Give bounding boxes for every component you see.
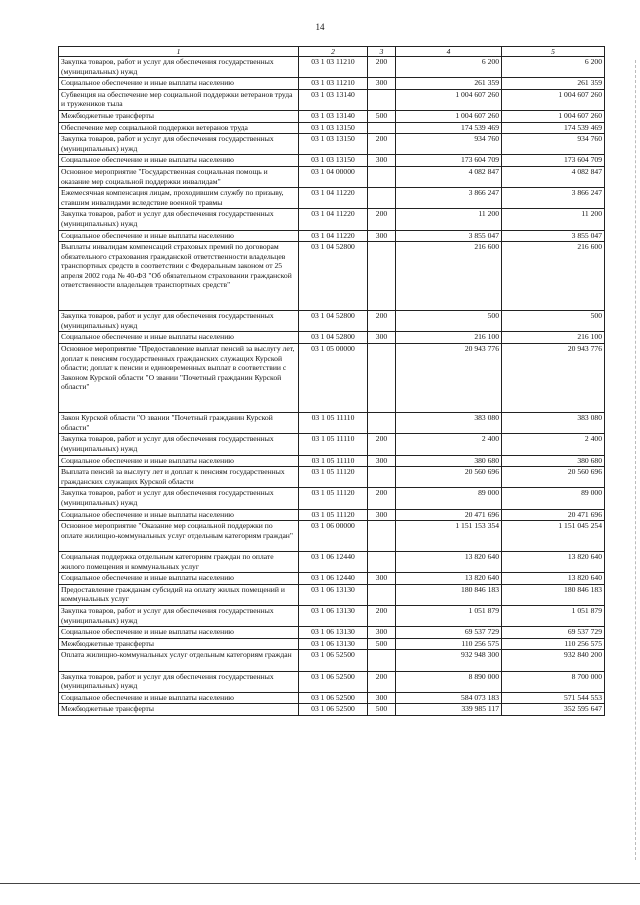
row-code: 03 1 04 52800 <box>299 332 368 344</box>
table-row <box>59 467 605 488</box>
row-expense-type: 300 <box>368 332 396 344</box>
row-name: Социальное обеспечение и иные выплаты населению <box>59 155 299 167</box>
row-amount-1: 8 890 000 <box>396 671 502 692</box>
row-code: 03 1 06 13130 <box>299 584 368 605</box>
row-amount-2: 500 <box>502 311 605 332</box>
column-header-expense-type: 3 <box>368 47 396 57</box>
table-row <box>59 242 605 311</box>
row-amount-1: 20 471 696 <box>396 509 502 521</box>
table-row <box>59 332 605 344</box>
row-amount-1: 1 051 879 <box>396 605 502 626</box>
row-name: Социальное обеспечение и иные выплаты населению <box>59 692 299 704</box>
row-amount-1: 13 820 640 <box>396 551 502 572</box>
row-amount-1: 20 943 776 <box>396 344 502 413</box>
row-amount-1: 261 359 <box>396 78 502 90</box>
table-row <box>59 605 605 626</box>
row-expense-type <box>368 584 396 605</box>
row-expense-type <box>368 413 396 434</box>
row-expense-type <box>368 89 396 110</box>
row-name: Предоставление гражданам субсидий на оплату жилых помещений и коммунальных услуг <box>59 584 299 605</box>
table-row <box>59 155 605 167</box>
row-amount-2: 380 680 <box>502 455 605 467</box>
row-amount-1: 1 004 607 260 <box>396 89 502 110</box>
row-code: 03 1 05 11110 <box>299 413 368 434</box>
row-name: Закупка товаров, работ и услуг для обеспечения государственных (муниципальных) нужд <box>59 488 299 509</box>
row-expense-type: 200 <box>368 134 396 155</box>
row-expense-type: 200 <box>368 311 396 332</box>
row-name: Закупка товаров, работ и услуг для обеспечения государственных (муниципальных) нужд <box>59 57 299 78</box>
row-code: 03 1 03 13140 <box>299 89 368 110</box>
row-expense-type: 200 <box>368 209 396 230</box>
row-amount-1: 4 082 847 <box>396 166 502 187</box>
row-amount-1: 380 680 <box>396 455 502 467</box>
row-code: 03 1 06 12440 <box>299 551 368 572</box>
row-amount-2: 1 004 607 260 <box>502 89 605 110</box>
row-expense-type: 200 <box>368 605 396 626</box>
table-row <box>59 551 605 572</box>
row-amount-1: 339 985 117 <box>396 704 502 716</box>
row-amount-1: 216 600 <box>396 242 502 311</box>
scan-edge <box>634 60 636 860</box>
row-amount-2: 216 100 <box>502 332 605 344</box>
row-amount-2: 383 080 <box>502 413 605 434</box>
row-expense-type: 500 <box>368 110 396 122</box>
table-row <box>59 166 605 187</box>
row-code: 03 1 06 00000 <box>299 521 368 552</box>
row-code: 03 1 04 52800 <box>299 311 368 332</box>
row-code: 03 1 05 11120 <box>299 509 368 521</box>
row-amount-1: 174 539 469 <box>396 122 502 134</box>
row-expense-type: 300 <box>368 230 396 242</box>
row-amount-1: 110 256 575 <box>396 638 502 650</box>
row-code: 03 1 04 52800 <box>299 242 368 311</box>
row-expense-type <box>368 521 396 552</box>
row-expense-type <box>368 188 396 209</box>
table-row <box>59 434 605 455</box>
column-header-code: 2 <box>299 47 368 57</box>
row-expense-type <box>368 551 396 572</box>
row-code: 03 1 03 13140 <box>299 110 368 122</box>
row-amount-2: 216 600 <box>502 242 605 311</box>
row-code: 03 1 05 11110 <box>299 434 368 455</box>
row-amount-1: 13 820 640 <box>396 573 502 585</box>
row-amount-2: 932 840 200 <box>502 650 605 671</box>
row-name: Закупка товаров, работ и услуг для обеспечения государственных (муниципальных) нужд <box>59 311 299 332</box>
row-amount-1: 1 151 153 354 <box>396 521 502 552</box>
table-row <box>59 455 605 467</box>
row-name: Социальное обеспечение и иные выплаты населению <box>59 509 299 521</box>
row-name: Социальное обеспечение и иные выплаты населению <box>59 230 299 242</box>
table-row <box>59 573 605 585</box>
row-expense-type: 300 <box>368 155 396 167</box>
row-expense-type <box>368 122 396 134</box>
row-code: 03 1 06 52500 <box>299 692 368 704</box>
row-code: 03 1 05 11120 <box>299 488 368 509</box>
row-name: Выплаты инвалидам компенсаций страховых премий по договорам обязательного страхования гражданской ответственности владельцев транспортных средств в соответствии с Федеральным законом от 25 апреля 2002 года № 40-ФЗ "Об обязательном страховании гражданской ответственности владельцев транспортных средств" <box>59 242 299 311</box>
row-code: 03 1 06 13130 <box>299 605 368 626</box>
row-expense-type: 300 <box>368 509 396 521</box>
row-amount-2: 1 051 879 <box>502 605 605 626</box>
row-expense-type <box>368 166 396 187</box>
budget-table <box>58 46 605 716</box>
row-amount-1: 69 537 729 <box>396 627 502 639</box>
table-header-row <box>59 47 605 57</box>
table-row <box>59 89 605 110</box>
table-row <box>59 209 605 230</box>
row-name: Ежемесячная компенсация лицам, проходившим службу по призыву, ставшим инвалидами вследствие военной травмы <box>59 188 299 209</box>
row-name: Социальное обеспечение и иные выплаты населению <box>59 627 299 639</box>
row-name: Закупка товаров, работ и услуг для обеспечения государственных (муниципальных) нужд <box>59 209 299 230</box>
row-amount-1: 180 846 183 <box>396 584 502 605</box>
row-expense-type <box>368 242 396 311</box>
row-expense-type: 500 <box>368 704 396 716</box>
row-code: 03 1 06 13130 <box>299 638 368 650</box>
row-amount-2: 13 820 640 <box>502 573 605 585</box>
row-name: Основное мероприятие "Государственная социальная помощь и оказание мер социальной поддержки инвалидам" <box>59 166 299 187</box>
row-expense-type: 300 <box>368 573 396 585</box>
row-amount-2: 571 544 553 <box>502 692 605 704</box>
table-row <box>59 692 605 704</box>
row-amount-1: 584 073 183 <box>396 692 502 704</box>
row-amount-2: 20 560 696 <box>502 467 605 488</box>
row-expense-type: 300 <box>368 627 396 639</box>
table-row <box>59 488 605 509</box>
row-amount-1: 932 948 300 <box>396 650 502 671</box>
column-header-name: 1 <box>59 47 299 57</box>
row-code: 03 1 04 11220 <box>299 230 368 242</box>
row-amount-2: 20 471 696 <box>502 509 605 521</box>
row-name: Основное мероприятие "Оказание мер социальной поддержки по оплате жилищно-коммунальных услуг отдельным категориям граждан" <box>59 521 299 552</box>
row-code: 03 1 05 11110 <box>299 455 368 467</box>
row-amount-2: 13 820 640 <box>502 551 605 572</box>
row-amount-2: 69 537 729 <box>502 627 605 639</box>
row-expense-type: 200 <box>368 57 396 78</box>
row-amount-2: 934 760 <box>502 134 605 155</box>
row-code: 03 1 06 52500 <box>299 650 368 671</box>
row-amount-2: 6 200 <box>502 57 605 78</box>
row-code: 03 1 03 11210 <box>299 78 368 90</box>
row-name: Социальное обеспечение и иные выплаты населению <box>59 455 299 467</box>
row-amount-1: 20 560 696 <box>396 467 502 488</box>
row-amount-1: 383 080 <box>396 413 502 434</box>
row-amount-2: 20 943 776 <box>502 344 605 413</box>
row-name: Выплата пенсий за выслугу лет и доплат к пенсиям государственных гражданских служащих Курской области <box>59 467 299 488</box>
page-number: 14 <box>315 22 325 32</box>
row-name: Закон Курской области "О звании "Почетный гражданин Курской области" <box>59 413 299 434</box>
row-name: Закупка товаров, работ и услуг для обеспечения государственных (муниципальных) нужд <box>59 134 299 155</box>
row-name: Обеспечение мер социальной поддержки ветеранов труда <box>59 122 299 134</box>
row-name: Межбюджетные трансферты <box>59 638 299 650</box>
row-expense-type: 300 <box>368 78 396 90</box>
row-code: 03 1 06 52500 <box>299 704 368 716</box>
row-name: Оплата жилищно-коммунальных услуг отдельным категориям граждан <box>59 650 299 671</box>
row-amount-1: 1 004 607 260 <box>396 110 502 122</box>
row-name: Социальное обеспечение и иные выплаты населению <box>59 332 299 344</box>
row-amount-1: 89 000 <box>396 488 502 509</box>
row-amount-2: 89 000 <box>502 488 605 509</box>
bottom-rule <box>0 883 640 884</box>
row-amount-2: 174 539 469 <box>502 122 605 134</box>
row-expense-type: 500 <box>368 638 396 650</box>
table-row <box>59 509 605 521</box>
row-amount-2: 3 855 047 <box>502 230 605 242</box>
row-amount-2: 261 359 <box>502 78 605 90</box>
row-amount-2: 110 256 575 <box>502 638 605 650</box>
row-name: Субвенция на обеспечение мер социальной поддержки ветеранов труда и тружеников тыла <box>59 89 299 110</box>
row-expense-type: 300 <box>368 692 396 704</box>
table-row <box>59 671 605 692</box>
row-name: Основное мероприятие "Предоставление выплат пенсий за выслугу лет, доплат к пенсиям государственных гражданских служащих Курской области; доплат к пенсии и единовременных выплат в соответствии с Законом Курской области "О звании "Почетный гражданин Курской области" <box>59 344 299 413</box>
row-amount-1: 216 100 <box>396 332 502 344</box>
row-expense-type: 300 <box>368 455 396 467</box>
row-name: Закупка товаров, работ и услуг для обеспечения государственных (муниципальных) нужд <box>59 605 299 626</box>
row-name: Закупка товаров, работ и услуг для обеспечения государственных (муниципальных) нужд <box>59 434 299 455</box>
table-row <box>59 627 605 639</box>
table-row <box>59 704 605 716</box>
row-name: Межбюджетные трансферты <box>59 704 299 716</box>
table-row <box>59 110 605 122</box>
row-code: 03 1 03 13150 <box>299 134 368 155</box>
row-amount-2: 1 004 607 260 <box>502 110 605 122</box>
row-code: 03 1 04 11220 <box>299 209 368 230</box>
row-expense-type: 200 <box>368 488 396 509</box>
row-expense-type <box>368 467 396 488</box>
row-amount-1: 3 855 047 <box>396 230 502 242</box>
row-code: 03 1 03 13150 <box>299 122 368 134</box>
table-row <box>59 57 605 78</box>
table-row <box>59 584 605 605</box>
table-row <box>59 230 605 242</box>
table-row <box>59 650 605 671</box>
row-expense-type <box>368 344 396 413</box>
row-amount-1: 2 400 <box>396 434 502 455</box>
row-amount-1: 934 760 <box>396 134 502 155</box>
row-expense-type: 200 <box>368 671 396 692</box>
table-row <box>59 78 605 90</box>
row-name: Закупка товаров, работ и услуг для обеспечения государственных (муниципальных) нужд <box>59 671 299 692</box>
row-amount-2: 180 846 183 <box>502 584 605 605</box>
row-code: 03 1 03 13150 <box>299 155 368 167</box>
row-code: 03 1 04 11220 <box>299 188 368 209</box>
row-amount-2: 1 151 045 254 <box>502 521 605 552</box>
row-amount-1: 11 200 <box>396 209 502 230</box>
row-amount-2: 8 700 000 <box>502 671 605 692</box>
row-amount-2: 2 400 <box>502 434 605 455</box>
row-amount-2: 4 082 847 <box>502 166 605 187</box>
column-header-amount-1: 4 <box>396 47 502 57</box>
row-amount-2: 173 604 709 <box>502 155 605 167</box>
table-row <box>59 188 605 209</box>
table-row <box>59 344 605 413</box>
row-name: Социальное обеспечение и иные выплаты населению <box>59 573 299 585</box>
row-code: 03 1 05 00000 <box>299 344 368 413</box>
row-amount-2: 11 200 <box>502 209 605 230</box>
row-code: 03 1 05 11120 <box>299 467 368 488</box>
row-amount-1: 173 604 709 <box>396 155 502 167</box>
row-code: 03 1 06 52500 <box>299 671 368 692</box>
table-row <box>59 638 605 650</box>
table-row <box>59 311 605 332</box>
row-amount-2: 352 595 647 <box>502 704 605 716</box>
row-amount-1: 6 200 <box>396 57 502 78</box>
table-row <box>59 122 605 134</box>
column-header-amount-2: 5 <box>502 47 605 57</box>
row-amount-2: 3 866 247 <box>502 188 605 209</box>
row-name: Социальное обеспечение и иные выплаты населению <box>59 78 299 90</box>
row-amount-1: 3 866 247 <box>396 188 502 209</box>
row-name: Социальная поддержка отдельным категориям граждан по оплате жилого помещения и коммунальных услуг <box>59 551 299 572</box>
row-name: Межбюджетные трансферты <box>59 110 299 122</box>
row-expense-type <box>368 650 396 671</box>
row-expense-type: 200 <box>368 434 396 455</box>
row-amount-1: 500 <box>396 311 502 332</box>
table-row <box>59 134 605 155</box>
row-code: 03 1 06 12440 <box>299 573 368 585</box>
row-code: 03 1 06 13130 <box>299 627 368 639</box>
row-code: 03 1 04 00000 <box>299 166 368 187</box>
table-row <box>59 521 605 552</box>
table-row <box>59 413 605 434</box>
row-code: 03 1 03 11210 <box>299 57 368 78</box>
